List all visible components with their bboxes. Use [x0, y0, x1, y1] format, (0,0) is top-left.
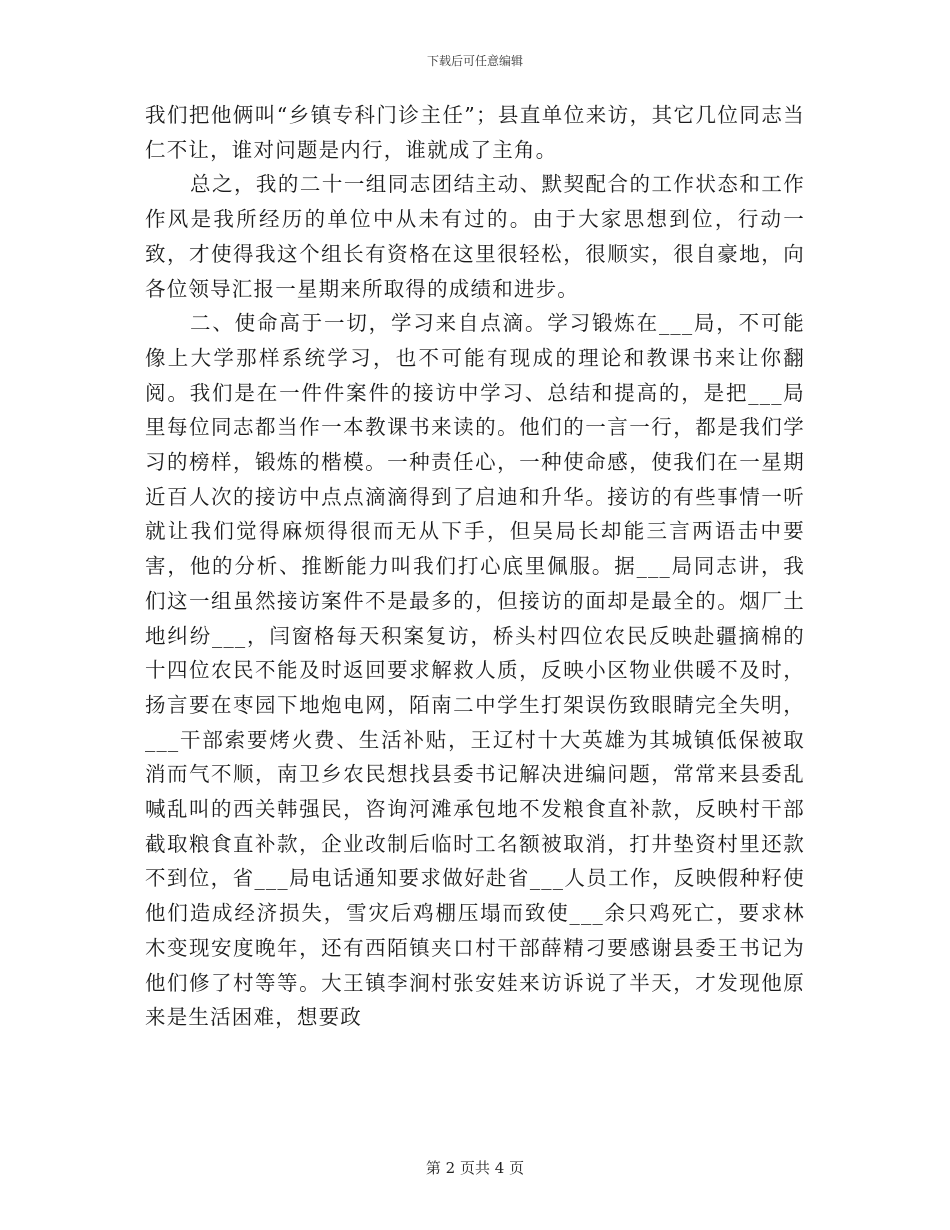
page-header: 下载后可任意编辑: [426, 54, 523, 68]
paragraph-continuation: 我们把他俩叫“乡镇专科门诊主任”；县直单位来访，其它几位同志当仁不让，谁对问题是内行，谁就成了主角。: [145, 103, 805, 162]
document-body: [145, 98, 805, 1035]
paragraph-section-two: 二、使命高于一切，学习来自点滴。学习锻炼在___局，不可能像上大学那样系统学习，也不可能有现成的理论和教课书来让你翻阅。我们是在一件件案件的接访中学习、总结和提高的，是把___局里每位同志都当作一本教课书来读的。他们的一言一行，都是我们学习的榜样，锻炼的楷模。一种责任心，一种使命感，使我们在一星期近百人次的接访中点点滴滴得到了启迪和升华。接访的有些事情一听就让我们觉得麻烦得很而无从下手，但吴局长却能三言两语击中要害，他的分析、推断能力叫我们打心底里佩服。据___局同志讲，我们这一组虽然接访案件不是最多的，但接访的面却是最全的。烟厂土地纠纷___，闫窗格每天积案复访，桥头村四位农民反映赴疆摘棉的十四位农民不能及时返回要求解救人质，反映小区物业供暖不及时，扬言要在枣园下地炮电网，陌南二中学生打架误伤致眼睛完全失明，___干部索要烤火费、生活补贴，王辽村十大英雄为其城镇低保被取消而气不顺，南卫乡农民想找县委书记解决进编问题，常常来县委乱喊乱叫的西关韩强民，咨询河滩承包地不发粮食直补款，反映村干部截取粮食直补款，企业改制后临时工名额被取消，打井垫资村里还款不到位，省___局电话通知要求做好赴省___人员工作，反映假种籽使他们造成经济损失，雪灾后鸡棚压塌而致使___余只鸡死亡，要求林木变现安度晚年，还有西陌镇夹口村干部薛精刁要感谢县委王书记为他们修了村等等。大王镇李涧村张安娃来访诉说了半天，才发现他原来是生活困难，想要政: [145, 311, 805, 1030]
page-footer: 第 2 页共 4 页: [425, 1159, 525, 1177]
paragraph-summary: 总之，我的二十一组同志团结主动、默契配合的工作状态和工作作风是我所经历的单位中从未有过的。由于大家思想到位，行动一致，才使得我这个组长有资格在这里很轻松，很顺实，很自豪地，向各位领导汇报一星期来所取得的成绩和进步。: [145, 172, 805, 301]
